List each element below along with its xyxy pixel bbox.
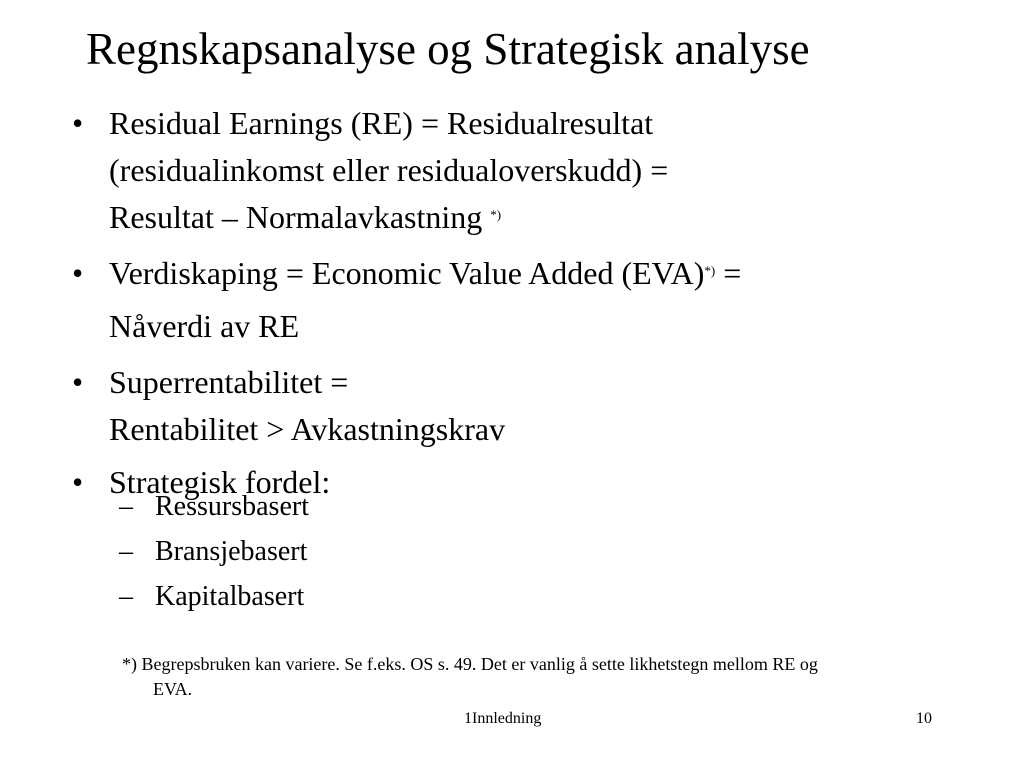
sub-bullet-text: Kapitalbasert bbox=[155, 581, 305, 612]
bullet-marker: • bbox=[72, 255, 84, 291]
bullet-line: Nåverdi av RE bbox=[109, 308, 300, 344]
footnote-marker: *) bbox=[704, 263, 716, 278]
bullet-line-with-note bbox=[109, 247, 986, 300]
sub-bullet-kapitalbasert bbox=[66, 574, 986, 619]
sub-bullet-ressursbasert bbox=[66, 484, 986, 529]
bullet-line-text: Verdiskaping = Economic Value Added (EVA) bbox=[109, 255, 705, 291]
footnote-line: *) Begrepsbruken kan variere. Se f.eks. OS s. 49. Det er vanlig å sette likhetstegn mellom RE og bbox=[122, 654, 818, 674]
bullet-line: Superrentabilitet = bbox=[109, 364, 349, 400]
bullet-line: Rentabilitet > Avkastningskrav bbox=[109, 411, 506, 447]
bullet-superrentabilitet bbox=[66, 359, 986, 453]
slide-title: Regnskapsanalyse og Strategisk analyse bbox=[86, 24, 810, 74]
footer-section-label: 1Innledning bbox=[464, 710, 542, 727]
bullet-marker: • bbox=[72, 364, 84, 400]
bullet-list bbox=[66, 100, 986, 506]
sub-bullet-bransjebasert bbox=[66, 529, 986, 574]
bullet-line-suffix: = bbox=[715, 255, 742, 291]
sub-bullet-list bbox=[66, 484, 986, 619]
sub-bullet-text: Ressursbasert bbox=[155, 491, 309, 522]
bullet-marker: • bbox=[72, 105, 84, 141]
sub-bullet-marker: – bbox=[119, 536, 133, 567]
bullet-residual-earnings bbox=[66, 100, 986, 241]
footnote bbox=[122, 652, 1012, 702]
bullet-line: Residual Earnings (RE) = Residualresultat bbox=[109, 105, 654, 141]
bullet-line-with-note bbox=[109, 194, 986, 241]
bullet-line: Strategisk fordel: bbox=[109, 464, 331, 500]
bullet-verdiskaping bbox=[66, 247, 986, 353]
bullet-line-text: Resultat – Normalavkastning bbox=[109, 199, 483, 235]
bullet-marker: • bbox=[72, 464, 84, 500]
sub-bullet-marker: – bbox=[119, 581, 133, 612]
bullet-line: (residualinkomst eller residualoverskudd) = bbox=[109, 152, 669, 188]
footnote-marker: *) bbox=[490, 207, 502, 222]
page-number: 10 bbox=[916, 710, 932, 727]
sub-bullet-marker: – bbox=[119, 491, 133, 522]
footnote-line: EVA. bbox=[153, 679, 193, 699]
sub-bullet-text: Bransjebasert bbox=[155, 536, 308, 567]
